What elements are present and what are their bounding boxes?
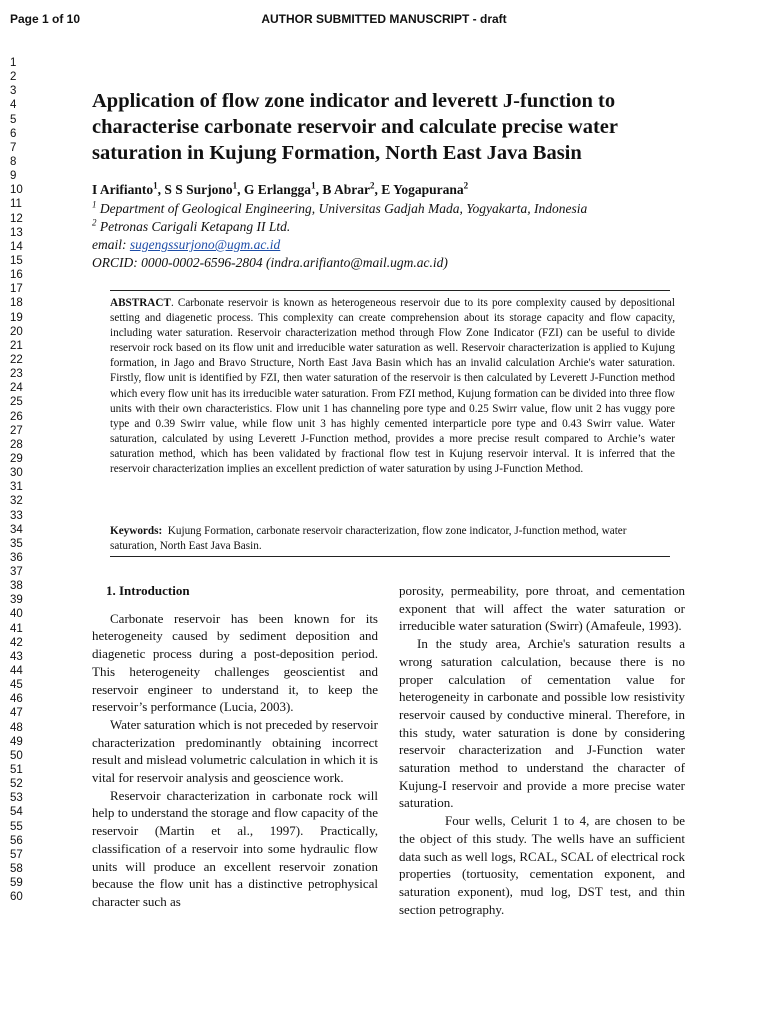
email-link[interactable]: sugengssurjono@ugm.ac.id bbox=[129, 237, 281, 252]
line-number: 49 bbox=[10, 735, 23, 748]
paragraph: Water saturation which is not preceded by reservoir characterization predominantly obtaining incorrect result and mislead volumetric calculation in which it is vital for reservoir analysis and geoscience work. bbox=[92, 716, 378, 786]
author-affil-mark: 2 bbox=[369, 180, 375, 191]
line-number: 40 bbox=[10, 608, 23, 621]
author-affil-mark: 1 bbox=[311, 180, 316, 191]
orcid-line: ORCID: 0000-0002-6596-2804 (indra.arifianto@mail.ugm.ac.id) bbox=[92, 255, 448, 270]
line-numbers bbox=[10, 56, 34, 904]
paper-title: Application of flow zone indicator and leverett J-function to characterise carbonate reservoir and calculate precise water saturation in Kujung Formation, North East Java Basin bbox=[92, 90, 618, 164]
line-number: 43 bbox=[10, 650, 23, 663]
line-number: 27 bbox=[10, 424, 23, 437]
affiliation-1: $^1$ Department of Geological Engineering, Universitas Gadjah Mada, Yogyakarta, Indonesia bbox=[92, 199, 588, 216]
line-number: 28 bbox=[10, 438, 23, 451]
line-number: 21 bbox=[10, 339, 23, 352]
line-number: 20 bbox=[10, 325, 23, 338]
line-number: 22 bbox=[10, 353, 23, 366]
paragraph: In the study area, Archie's saturation results a wrong saturation calculation, because there is no proper calculation of cementation value for heterogeneity in carbonate and possible low resistivity reservoir caused by conductive mineral. Therefore, in this study, water saturation is done by considering reservoir characterization and J-Function water saturation method to understand the character of Kujung-I reservoir and provide a more precise water saturation. bbox=[399, 636, 685, 811]
line-number: 8 bbox=[10, 155, 17, 168]
line-number: 57 bbox=[10, 848, 23, 861]
author: I Arifianto bbox=[92, 182, 154, 197]
left-column bbox=[92, 582, 378, 911]
paragraph: porosity, permeability, pore throat, and cementation exponent that will affect the water saturation or irreducible water saturation (Swirr) (Amafeule, 1993). bbox=[399, 583, 685, 634]
line-number: 1 bbox=[10, 57, 17, 69]
line-number: 34 bbox=[10, 523, 23, 536]
line-number: 60 bbox=[10, 891, 23, 904]
line-number: 2 bbox=[10, 71, 17, 84]
line-number: 24 bbox=[10, 382, 23, 395]
line-number: 50 bbox=[10, 749, 23, 762]
line-number: 5 bbox=[10, 113, 17, 126]
line-number: 16 bbox=[10, 269, 23, 282]
line-number: 3 bbox=[10, 85, 17, 98]
abstract-label: ABSTRACT bbox=[110, 297, 171, 309]
keywords-label: Keywords: bbox=[110, 525, 163, 537]
author-list: I Arifianto$^1$, S S Surjono$^1$, G Erlangga$^1$, B Abrar$^2$, E Yogapurana$^2$ bbox=[92, 180, 469, 197]
line-number: 58 bbox=[10, 863, 23, 876]
line-number: 10 bbox=[10, 184, 23, 197]
affiliation-2: $^2$ Petronas Carigali Ketapang II Ltd. bbox=[92, 217, 291, 234]
line-number: 56 bbox=[10, 834, 23, 847]
line-number: 18 bbox=[10, 297, 23, 310]
line-number: 4 bbox=[10, 99, 17, 112]
line-number: 15 bbox=[10, 254, 23, 267]
line-number: 30 bbox=[10, 467, 23, 480]
line-number: 29 bbox=[10, 452, 23, 465]
line-number: 32 bbox=[10, 495, 23, 508]
paragraph: Carbonate reservoir has been known for its heterogeneity caused by sediment deposition and diagenetic process during a post-deposition period. This heterogeneity challenges geoscientist and reservoir engineer to understand it, to keep the reservoir’s performance (Lucia, 2003). bbox=[92, 610, 378, 715]
line-number: 36 bbox=[10, 551, 23, 564]
line-number: 44 bbox=[10, 665, 23, 678]
line-number: 38 bbox=[10, 580, 23, 593]
line-number: 52 bbox=[10, 778, 23, 791]
right-column bbox=[399, 582, 685, 918]
line-number: 17 bbox=[10, 283, 23, 296]
line-number: 39 bbox=[10, 594, 23, 607]
line-number: 45 bbox=[10, 679, 23, 692]
line-number: 33 bbox=[10, 509, 23, 522]
author-affil-mark: 1 bbox=[232, 180, 238, 191]
author-affil-mark: 1 bbox=[153, 180, 158, 191]
keywords-text: Kujung Formation, carbonate reservoir characterization, flow zone indicator, J-function method, water saturation, North East Java Basin. bbox=[110, 525, 627, 553]
line-number: 48 bbox=[10, 721, 23, 734]
line-number: 54 bbox=[10, 806, 23, 819]
line-number: 12 bbox=[10, 212, 23, 225]
author: S S Surjono bbox=[164, 182, 233, 197]
line-number: 23 bbox=[10, 368, 23, 381]
line-number: 26 bbox=[10, 410, 23, 423]
page-number: Page 1 of 10 bbox=[10, 12, 81, 26]
author: G Erlangga bbox=[243, 182, 312, 197]
page-header bbox=[10, 12, 758, 28]
paragraph: Four wells, Celurit 1 to 4, are chosen to be the object of this study. The wells have an sufficient data such as well logs, RCAL, SCAL of electrical rock properties (tortuosity, cementation exponent, and saturation exponent), mud log, DST test, and thin section petrography. bbox=[399, 813, 685, 917]
line-number: 19 bbox=[10, 311, 23, 324]
abstract-text: . Carbonate reservoir is known as heterogeneous reservoir due to its pore complexity caused by depositional setting and diagenetic process. This complexity can create comprehension about its storage capacity and flow capacity, including water saturation. Reservoir characterization method through Flow Zone Indicator (FZI) can be useful to divide reservoir rock based on its flow unit and irreducible water saturation as well. Reservoir characterization is applied to Kujung formation, in Jago and Bravo Structure, North East Java Basin which has an invalid calculation Archie's water saturation. Firstly, flow unit is identified by FZI, then water saturation of the reservoir is then calculated by Leverett J-Function method which every flow unit has its irreducible water saturation. From FZI method, Kujung formation can be divided into three flow units with their own characteristics. Flow unit 1 has channeling pore type and 0.25 Swirr value, flow unit 2 has vuggy pore type and 0.39 Swirr value, while flow unit 3 has highly cemented interparticle pore type and 0.43 Swirr value. Water saturation, calculated by using Leverett J-Function method, provides a more precise result compared to Archie’s water saturation method, which has been validated by fractional flow test in Kujung reservoir interval. It is inferred that the reservoir characterization implies an excellent prediction of water saturation by using J-Function Method. bbox=[110, 297, 675, 476]
line-number: 11 bbox=[10, 198, 22, 211]
author: E Yogapurana bbox=[381, 182, 464, 197]
paragraph: Reservoir characterization in carbonate rock will help to understand the storage and flow capacity of the reservoir (Martin et al., 1997). Practically, classification of a reservoir into some hydraulic flow units will produce an excellent reservoir zonation because the flow unit has a distinctive petrophysical character such as bbox=[92, 787, 378, 909]
line-number: 55 bbox=[10, 820, 23, 833]
line-number: 6 bbox=[10, 127, 17, 140]
author-affil-mark: 2 bbox=[463, 180, 469, 191]
keywords-bottom-rule bbox=[110, 556, 670, 557]
line-number: 37 bbox=[10, 566, 23, 579]
line-number: 13 bbox=[10, 226, 23, 239]
line-number: 47 bbox=[10, 707, 23, 720]
line-number: 9 bbox=[10, 170, 17, 183]
line-number: 46 bbox=[10, 693, 23, 706]
email-line: email: sugengssurjono@ugm.ac.id bbox=[92, 237, 281, 252]
line-number: 42 bbox=[10, 636, 23, 649]
line-number: 51 bbox=[10, 764, 23, 777]
line-number: 59 bbox=[10, 877, 23, 890]
keywords bbox=[110, 524, 675, 554]
line-number: 7 bbox=[10, 141, 17, 154]
line-number: 25 bbox=[10, 396, 23, 409]
section-heading-introduction: 1. Introduction bbox=[106, 583, 190, 598]
line-number: 31 bbox=[10, 481, 23, 494]
manuscript-status: AUTHOR SUBMITTED MANUSCRIPT - draft bbox=[261, 12, 507, 26]
author: B Abrar bbox=[322, 182, 370, 197]
line-number: 14 bbox=[10, 240, 23, 253]
abstract-top-rule bbox=[110, 290, 670, 291]
line-number: 35 bbox=[10, 537, 23, 550]
line-number: 41 bbox=[10, 622, 23, 635]
affiliations bbox=[92, 200, 692, 272]
line-number: 53 bbox=[10, 792, 23, 805]
abstract bbox=[110, 296, 675, 477]
